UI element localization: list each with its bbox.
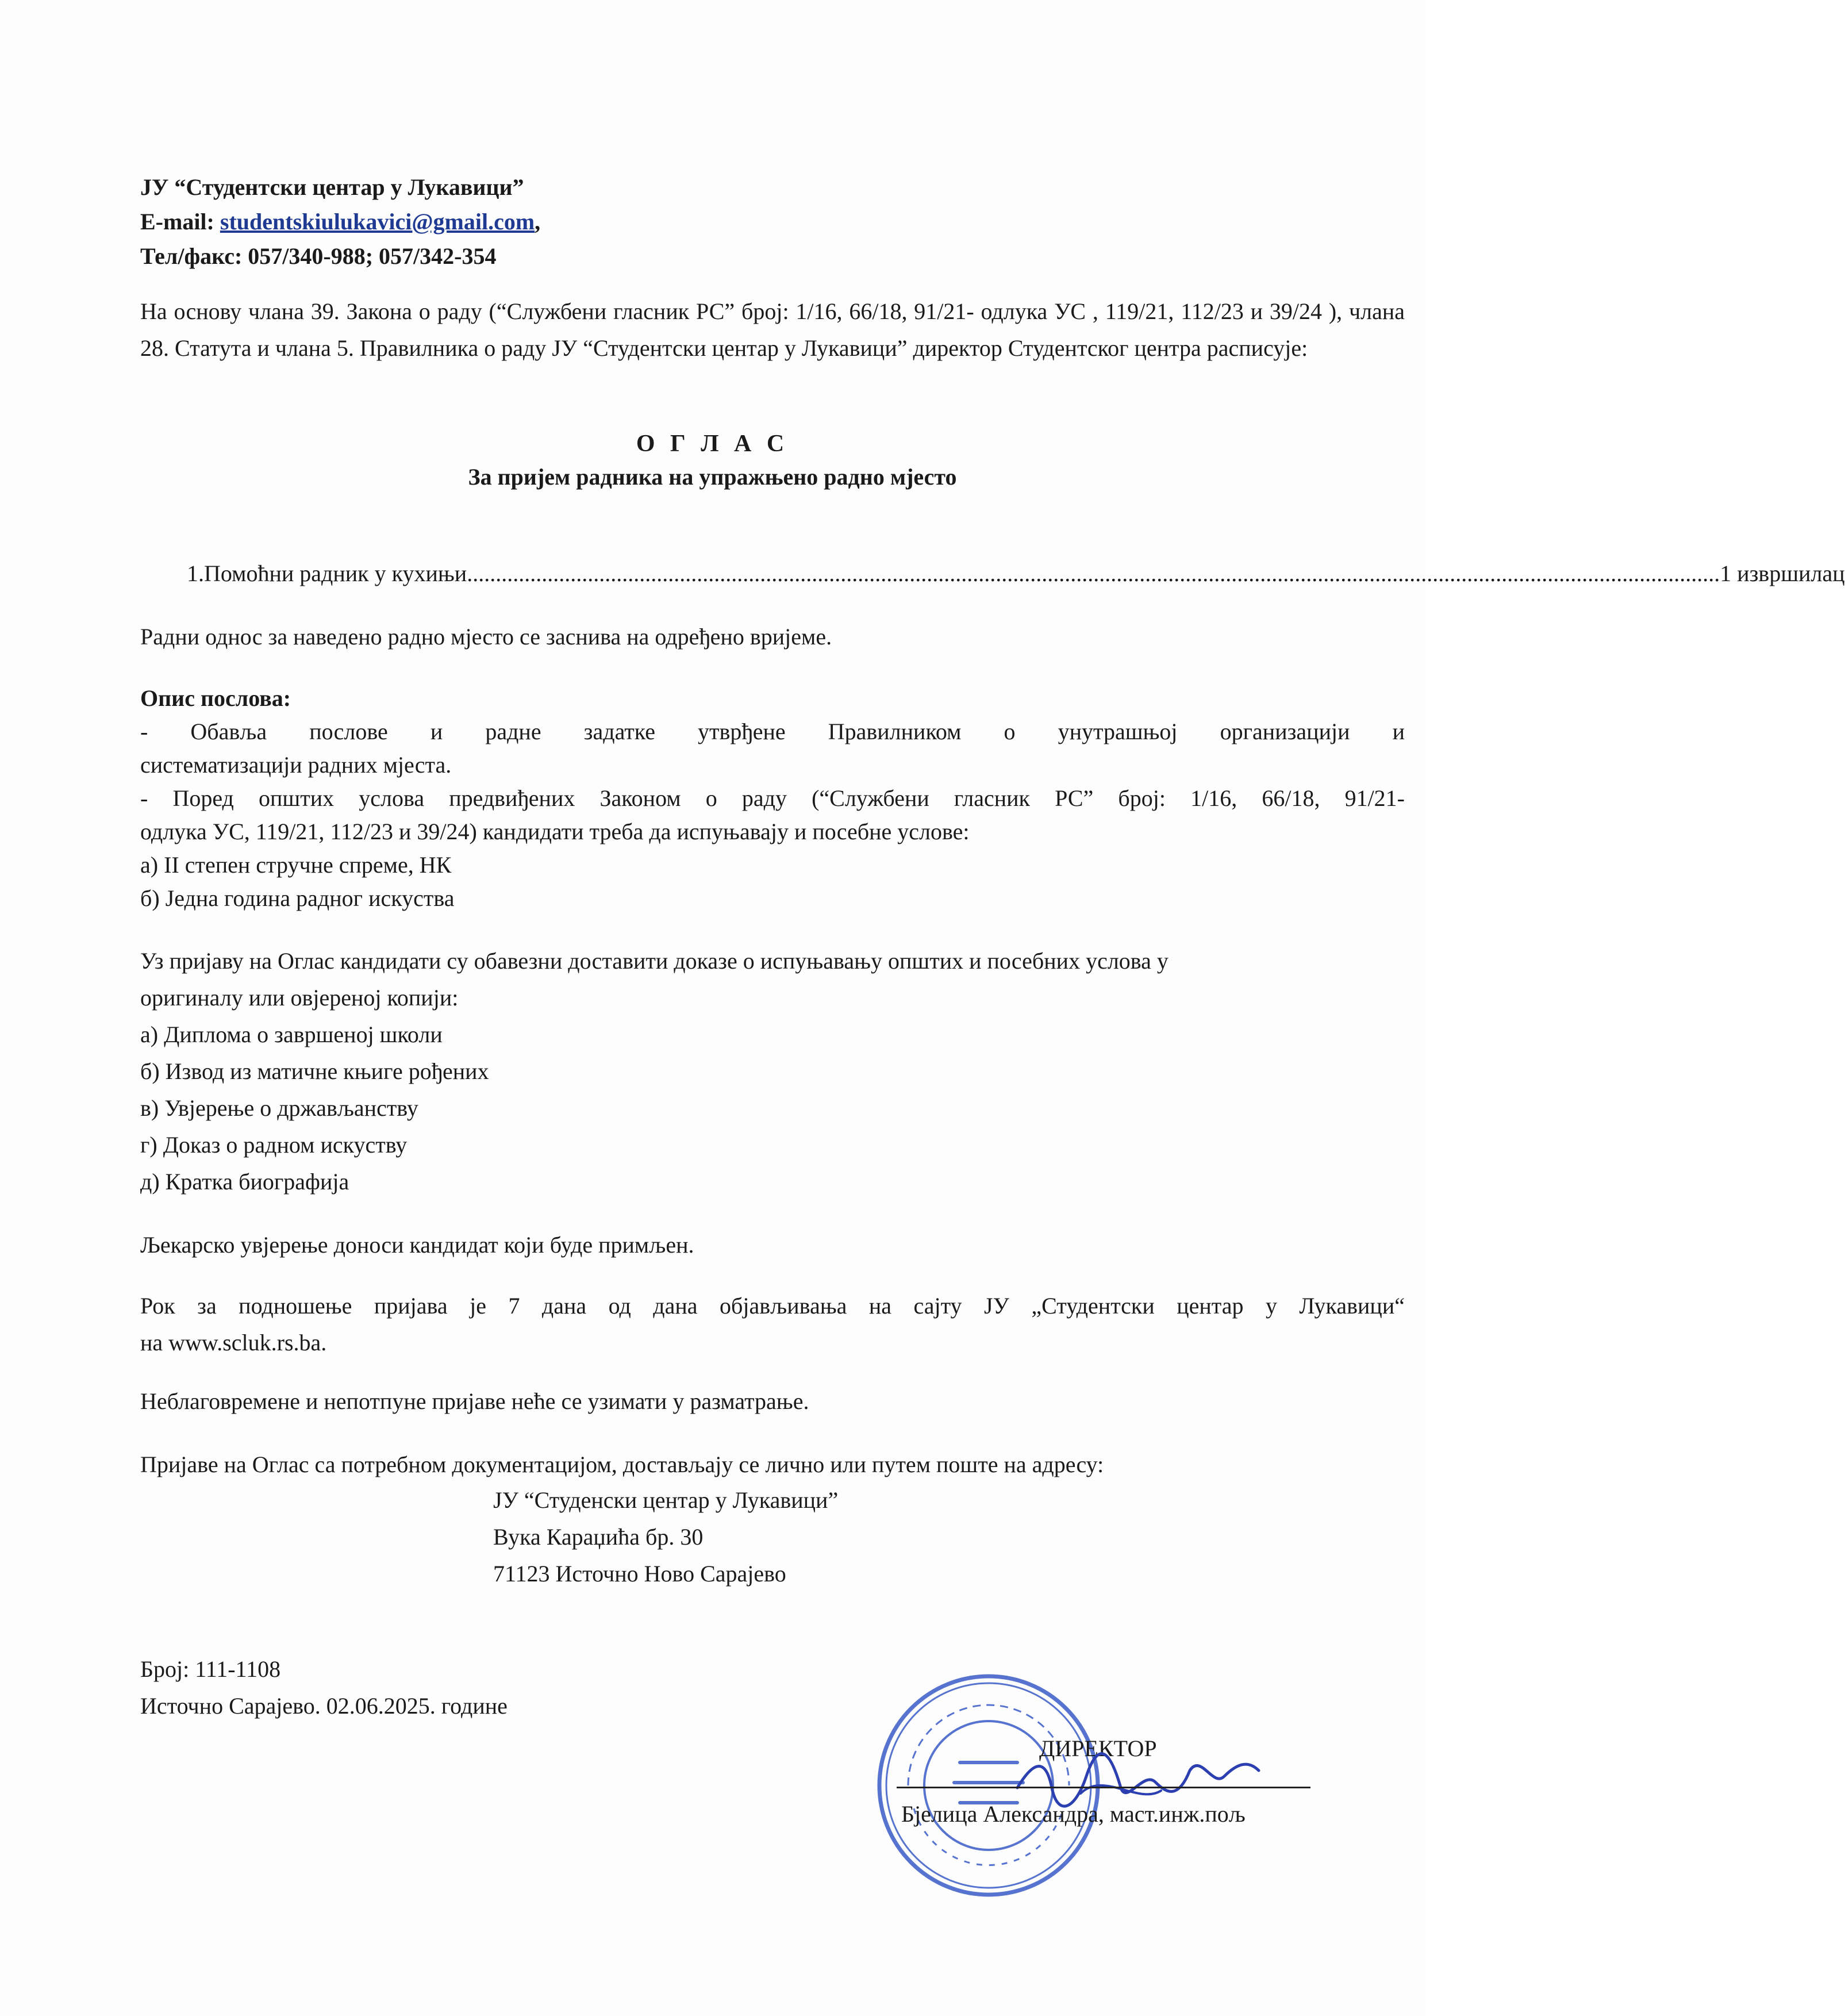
incomplete-applications-note: Неблаговремене и непотпуне пријаве неће се узимати у разматрање. <box>140 1388 809 1414</box>
job-description-section <box>140 682 1405 915</box>
duty-line-1b: систематизацији радних мјеста. <box>140 752 452 778</box>
submission-instructions: Пријаве на Оглас са потребном документацијом, достављају се лично или путем поште на адресу: <box>140 1451 1104 1477</box>
legal-basis-paragraph: На основу члана 39. Закона о раду (“Службени гласник РС” број: 1/16, 66/18, 91/21- одлука УС , 119/21, 112/23 и 39/24 ), члана 28. Статута и члана 5. Правилника о раду ЈУ “Студентски центар у Лукавици” директор Студентског центра расписује: <box>140 298 1405 361</box>
letterhead <box>140 170 945 274</box>
mailing-address <box>493 1482 1183 1592</box>
document-subtitle: За пријем радника на упражњено радно мјесто <box>468 464 957 490</box>
required-documents-section <box>140 943 1416 1200</box>
email-line <box>140 205 945 239</box>
place-and-date: Источно Сарајево. 02.06.2025. године <box>140 1693 508 1719</box>
director-title: ДИРЕКТОР <box>1039 1735 1157 1761</box>
email-label: E-mail: <box>140 209 220 235</box>
signature-line <box>897 1787 1310 1788</box>
document-item: а) Диплома о завршеној школи <box>140 1022 443 1047</box>
deadline-line-a: Рок за подношење пријава је 7 дана од дана објављивања на сајту ЈУ „Студентски центар у Лукавици“ <box>140 1293 1405 1319</box>
document-item: в) Увјерење о држављанству <box>140 1095 418 1121</box>
email-suffix: , <box>535 209 541 235</box>
email-link[interactable]: studentskiulukavici@gmail.com <box>220 209 535 235</box>
document-item: д) Кратка биографија <box>140 1169 349 1195</box>
address-line-1: ЈУ “Студенски центар у Лукавици” <box>493 1487 839 1513</box>
deadline-paragraph <box>140 1288 1405 1361</box>
position-number: 1. <box>187 560 204 586</box>
dot-leader: .......................................................................................................................................................................................................................... <box>467 560 1720 586</box>
position-list-item <box>187 555 1845 592</box>
deadline-line-b: на www.scluk.rs.ba. <box>140 1330 327 1355</box>
position-quantity: 1 извршилац <box>1720 560 1845 586</box>
duty-line-1a: - Обавља послове и радне задатке утврђене Правилником о унутрашњој организацији и <box>140 719 1405 744</box>
documents-intro-b: оригиналу или овјереној копији: <box>140 985 459 1011</box>
institution-name: ЈУ “Студентски центар у Лукавици” <box>140 174 524 200</box>
document-item: б) Извод из матичне књиге рођених <box>140 1058 489 1084</box>
duty-line-2b: одлука УС, 119/21, 112/23 и 39/24) кандидати треба да испуњавају и посебне услове: <box>140 819 970 844</box>
document-title: О Г Л А С <box>636 431 789 457</box>
condition-b: б) Једна година радног искуства <box>140 885 455 911</box>
document-item: г) Доказ о радном искуству <box>140 1132 408 1158</box>
condition-a: а) II степен стручне спреме, НК <box>140 852 452 878</box>
duty-line-2a: - Поред општих услова предвиђених Законом о раду (“Службени гласник РС” број: 1/16, 66/18, 91/21- <box>140 785 1405 811</box>
employment-type-note: Радни однос за наведено радно мјесто се заснива на одређено вријеме. <box>140 624 832 650</box>
address-line-3: 71123 Источно Ново Сарајево <box>493 1561 786 1587</box>
duties-heading: Опис послова: <box>140 685 291 711</box>
medical-certificate-note: Љекарско увјерење доноси кандидат који буде примљен. <box>140 1232 694 1258</box>
phone-fax: Тел/факс: 057/340-988; 057/342-354 <box>140 243 497 269</box>
document-number: Број: 111-1108 <box>140 1656 281 1682</box>
documents-intro-a: Уз пријаву на Оглас кандидати су обавезни доставити доказе о испуњавању општих и посебних услова у <box>140 948 1168 974</box>
address-line-2: Вука Караџића бр. 30 <box>493 1524 704 1550</box>
director-name: Бјелица Александра, маст.инж.пољ <box>901 1801 1246 1827</box>
position-name: Помоћни радник у кухињи <box>204 560 467 586</box>
